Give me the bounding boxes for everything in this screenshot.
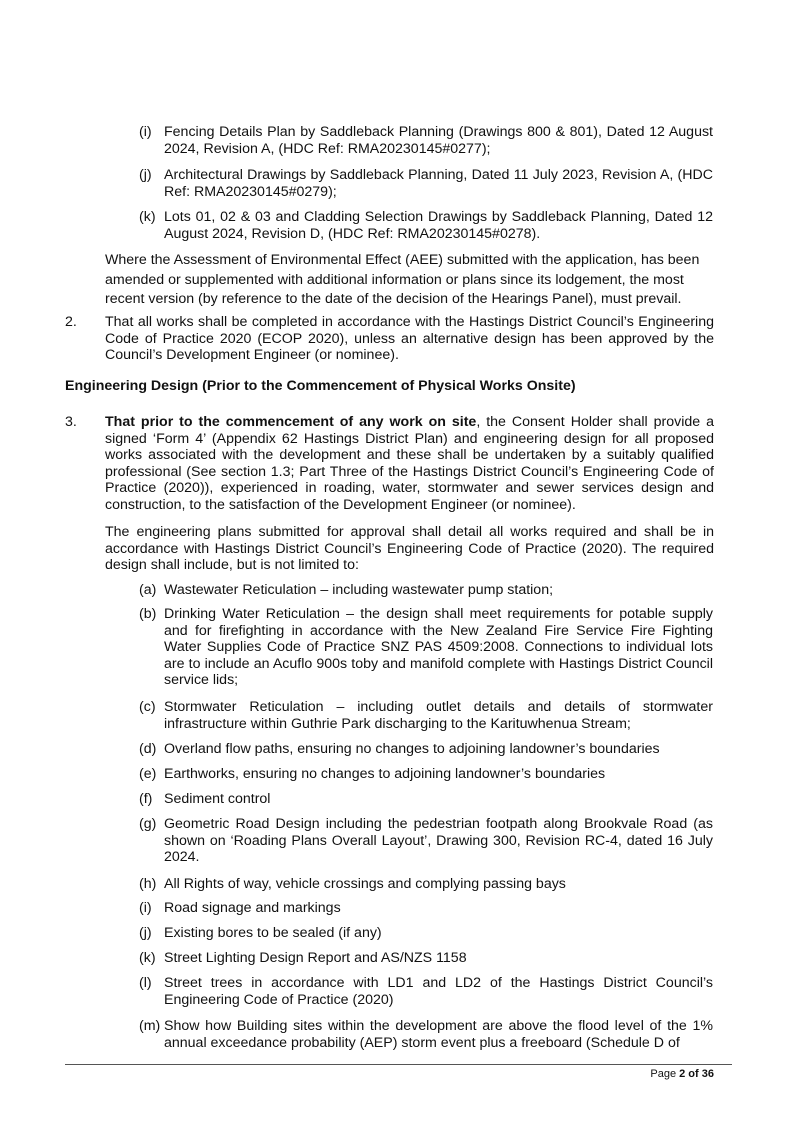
list-item [139, 582, 713, 599]
list-item-text: Drinking Water Reticulation – the design shall meet requirements for potable supply and for firefighting in accordance with the New Zealand Fire Service Fire Fighting Water Supplies Code of Practice SNZ PAS 4509:2008. Connections to individual lots are to include an Acuflo 900s toby and manifold complete with Hastings District Council service lids; [164, 606, 713, 689]
list-item-text: Earthworks, ensuring no changes to adjoining landowner’s boundaries [164, 766, 606, 782]
condition-3-text [105, 414, 714, 514]
list-item [139, 925, 713, 942]
list-item-text: Road signage and markings [164, 900, 341, 916]
plans-paragraph: The engineering plans submitted for approval shall detail all works required and shall be in accordance with Hastings District Council’s Engineering Code of Practice (2020). The required design shall include, but is not limited to: [105, 524, 714, 574]
list-item-text: Fencing Details Plan by Saddleback Planning (Drawings 800 & 801), Dated 12 August 2024, Revision A, (HDC Ref: RMA20230145#0277); [164, 124, 713, 157]
list-item-text: Sediment control [164, 791, 271, 807]
list-item-text: Existing bores to be sealed (if any) [164, 925, 382, 941]
condition-2-text: That all works shall be completed in accordance with the Hastings District Council’s Engineering Code of Practice 2020 (ECOP 2020), unless an alternative design has been approved by the Council’s Development Engineer (or nominee). [105, 314, 714, 364]
list-item-label: (l) [139, 975, 152, 991]
list-item [139, 876, 713, 893]
list-item [139, 950, 713, 967]
list-item-label: (m) [139, 1018, 161, 1034]
total-pages: 36 [701, 1068, 714, 1080]
list-item-text: Lots 01, 02 & 03 and Cladding Selection Drawings by Saddleback Planning, Dated 12 August 2024, Revision D, (HDC Ref: RMA20230145#0278). [164, 209, 713, 242]
aee-paragraph: Where the Assessment of Environmental Effect (AEE) submitted with the application, has been amended or supplemented with additional information or plans since its lodgement, the most recent version (by reference to the date of the decision of the Hearings Panel), must prevail. [105, 252, 700, 307]
list-item [139, 975, 713, 1008]
condition-3-bold-lead: That prior to the commencement of any work on site [105, 414, 477, 430]
list-item-label: (f) [139, 791, 153, 807]
list-item [139, 167, 713, 200]
list-item [139, 816, 713, 866]
condition-3-body: , the Consent Holder shall provide a signed ‘Form 4’ (Appendix 62 Hastings District Plan) and engineering design for all proposed works associated with the development and these shall be undertaken by a suitably qualified professional (See section 1.3; Part Three of the Hastings District Council’s Engineering Code of Practice (2020)), experienced in roading, water, stormwater and sewer services design and construction, to the satisfaction of the Development Engineer (or nominee). [105, 414, 714, 513]
list-item-text: Architectural Drawings by Saddleback Planning, Dated 11 July 2023, Revision A, (HDC Ref: RMA20230145#0279); [164, 167, 713, 200]
list-item [139, 209, 713, 242]
list-item-text: Overland flow paths, ensuring no changes to adjoining landowner’s boundaries [164, 741, 660, 757]
current-page: 2 [679, 1068, 686, 1080]
list-item-label: (k) [139, 950, 156, 966]
list-item-label: (j) [139, 925, 152, 941]
list-item-text: All Rights of way, vehicle crossings and complying passing bays [164, 876, 566, 892]
list-item-text: Show how Building sites within the development are above the flood level of the 1% annual exceedance probability (AEP) storm event plus a freeboard (Schedule D of [164, 1018, 713, 1051]
list-item-label: (a) [139, 582, 157, 598]
footer-divider [65, 1064, 732, 1065]
list-item-label: (k) [139, 209, 156, 225]
list-item [139, 1018, 713, 1051]
list-item [139, 766, 713, 783]
list-item-text: Street trees in accordance with LD1 and LD2 of the Hastings District Council’s Engineering Code of Practice (2020) [164, 975, 713, 1008]
list-item [139, 791, 713, 808]
list-item-label: (h) [139, 876, 157, 892]
condition-number: 3. [65, 414, 77, 430]
section-heading: Engineering Design (Prior to the Commencement of Physical Works Onsite) [65, 378, 576, 394]
list-item [139, 900, 713, 917]
list-item-label: (d) [139, 741, 157, 757]
list-item-label: (i) [139, 900, 152, 916]
condition-number: 2. [65, 314, 77, 330]
list-item-label: (b) [139, 606, 157, 622]
list-item-text: Street Lighting Design Report and AS/NZS 1158 [164, 950, 467, 966]
page-number [650, 1068, 714, 1081]
list-item-text: Geometric Road Design including the pedestrian footpath along Brookvale Road (as shown on ‘Roading Plans Overall Layout’, Drawing 300, Revision RC-4, dated 16 July 2024. [164, 816, 713, 866]
page-prefix: Page [650, 1068, 680, 1080]
list-item-label: (i) [139, 124, 152, 140]
list-item [139, 741, 713, 758]
list-item-text: Stormwater Reticulation – including outlet details and details of stormwater infrastructure within Guthrie Park discharging to the Karituwhenua Stream; [164, 699, 713, 732]
list-item-label: (c) [139, 699, 156, 715]
list-item [139, 606, 713, 689]
page-of: of [685, 1068, 702, 1080]
list-item-label: (j) [139, 167, 152, 183]
list-item [139, 124, 713, 157]
list-item-label: (e) [139, 766, 157, 782]
list-item [139, 699, 713, 732]
list-item-text: Wastewater Reticulation – including wastewater pump station; [164, 582, 554, 598]
list-item-label: (g) [139, 816, 157, 832]
